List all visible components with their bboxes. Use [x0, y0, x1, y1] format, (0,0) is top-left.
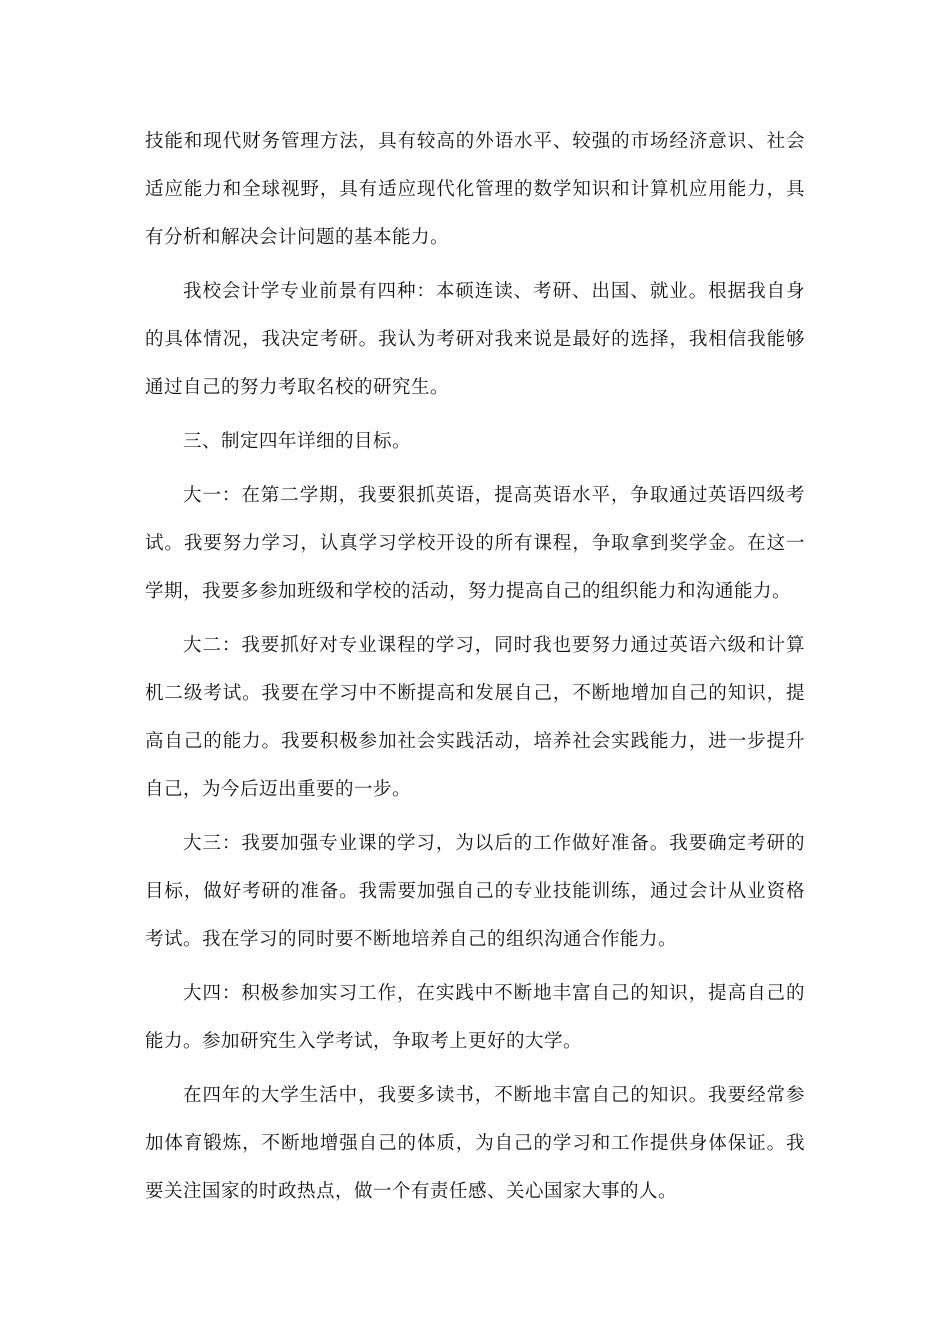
paragraph-year-four: 大四：积极参加实习工作，在实践中不断地丰富自己的知识，提高自己的能力。参加研究生入学考试，争取考上更好的大学。	[145, 983, 805, 1052]
paragraph-major-prospects: 我校会计学专业前景有四种：本硕连读、考研、出国、就业。根据我自身的具体情况，我决定考研。我认为考研对我来说是最好的选择，我相信我能够通过自己的努力考取名校的研究生。	[145, 281, 805, 398]
paragraph-year-two: 大二：我要抓好对专业课程的学习，同时我也要努力通过英语六级和计算机二级考试。我要在学习中不断提高和发展自己，不断地增加自己的知识，提高自己的能力。我要积极参加社会实践活动，培养社会实践能力，进一步提升自己，为今后迈出重要的一步。	[145, 635, 805, 800]
paragraph-continuation: 技能和现代财务管理方法，具有较高的外语水平、较强的市场经济意识、社会适应能力和全球视野，具有适应现代化管理的数学知识和计算机应用能力，具有分析和解决会计问题的基本能力。	[145, 131, 805, 248]
paragraph-year-one: 大一：在第二学期，我要狠抓英语，提高英语水平，争取通过英语四级考试。我要努力学习，认真学习学校开设的所有课程，争取拿到奖学金。在这一学期，我要多参加班级和学校的活动，努力提高自己的组织能力和沟通能力。	[145, 485, 805, 602]
paragraph-year-three: 大三：我要加强专业课的学习，为以后的工作做好准备。我要确定考研的目标，做好考研的准备。我需要加强自己的专业技能训练，通过会计从业资格考试。我在学习的同时要不断地培养自己的组织沟通合作能力。	[145, 833, 805, 950]
section-heading-four-year-goals: 三、制定四年详细的目标。	[183, 431, 412, 452]
document-body	[145, 118, 805, 1216]
paragraph-conclusion: 在四年的大学生活中，我要多读书，不断地丰富自己的知识。我要经常参加体育锻炼，不断地增强自己的体质，为自己的学习和工作提供身体保证。我要关注国家的时政热点，做一个有责任感、关心国家大事的人。	[145, 1085, 805, 1202]
